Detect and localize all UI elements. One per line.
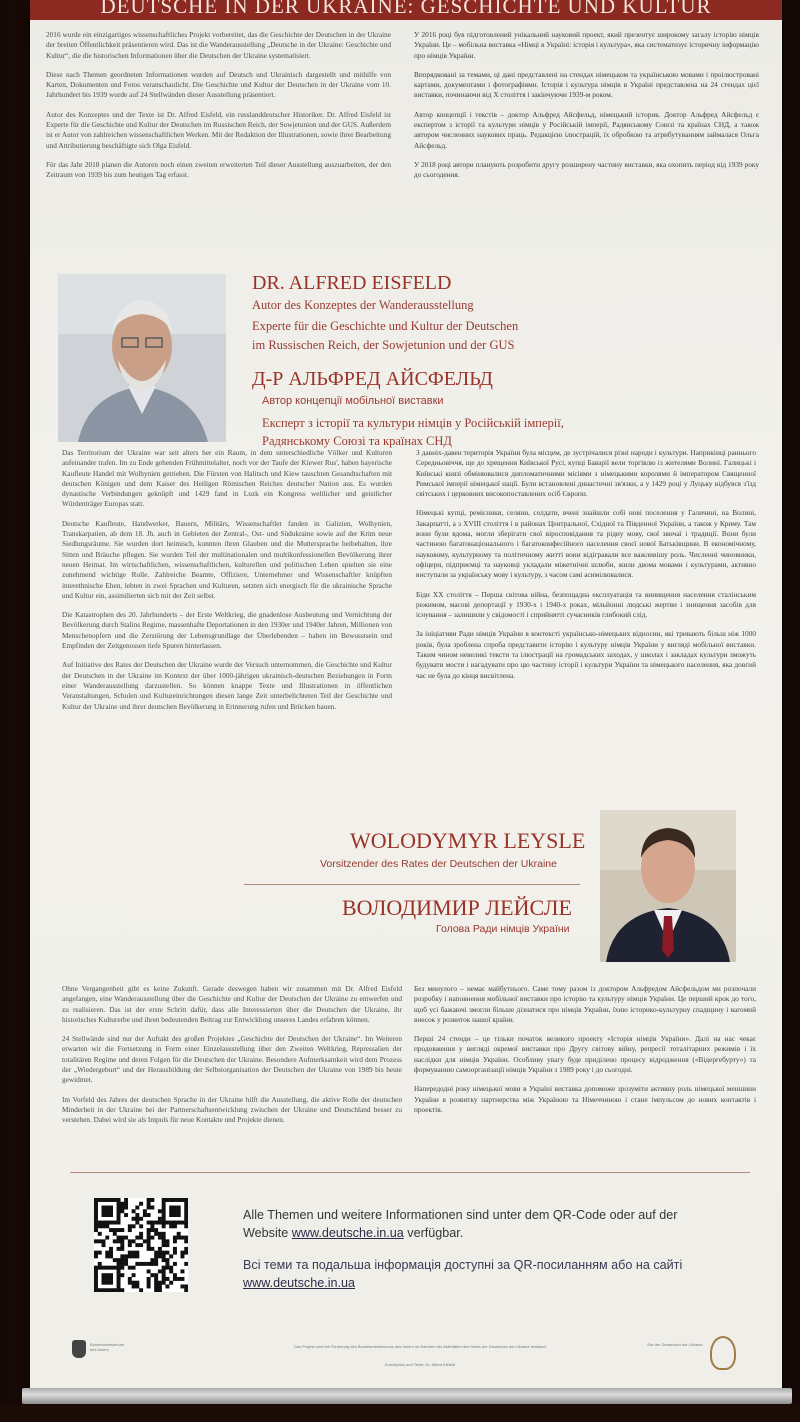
footer	[30, 1318, 782, 1390]
leysle-portrait	[600, 810, 736, 962]
exhibition-banner	[30, 0, 782, 1390]
paragraph: Ohne Vergangenheit gibt es keine Zukunft. Gerade deswegen haben wir zusammen mit Dr. Alfred Eisfeld angefangen, eine Wanderausstellung über die Geschichte und Kultur der Deutschen der Ukraine zu entwerfen und zu realisieren. Das ist der erste Schritt dafür, dass alle Interessierten über die Deutschen der Ukraine, ihr historisches Kulturerbe und ihren bedeutenden Beitrag zur Entwicklung unseres Landes erfahren können.	[62, 984, 402, 1024]
author-role-de-3: im Russischen Reich, der Sowjetunion und der GUS	[252, 338, 515, 352]
history-german	[62, 448, 392, 721]
paragraph: 24 Stellwände sind nur der Auftakt des großen Projektes „Geschichte der Deutschen der Ukraine“. Im Weiteren erwarten wir die Fortsetzung in Form einer Einzelausstellung über den Zweiten Weltkrieg, Repressalien der totalitären Regime und deren Folgen für die Deutschen der Ukraine. Besondere Aufmerksamkeit wird dem Prozess der „Wiedergeburt“ und der Herausbildung der Selbstorganisation der Deutschen der Ukraine von 1989 bis heute gewidmet.	[62, 1034, 402, 1085]
chairman-name-ua: ВОЛОДИМИР ЛЕЙСЛЕ	[342, 895, 572, 920]
section-divider	[70, 1172, 750, 1173]
paragraph: Deutsche Kaufleute, Handwerker, Bauern, Militärs, Wissenschaftler fanden in Galizien, Wolhynien, Transkarpatien, ab dem 18. Jh. auch in Gebieten der Zentral-, Ost- und Südukraine sowie auf der Krim neue Siedlungsräume. Sie wurden dort heimisch, konnten ihren Glauben und die Muttersprache beibehalten, ihre Sitten und Bräuche pflegen. Sie wurden Teil der multinationalen und multikonfessionellen Bevölkerung ihrer neuen Heimat. Im wirtschaftlichen, wissenschaftlichen, kulturellen und politischen Leben spielten sie eine zunehmend wichtige Rolle. Zahlreiche Beamte, Offiziere, Unternehmer und Wissenschaftler knüpften interethnische Ehen, lebten in zwei Sprachen und Kulturen, setzten sich energisch für die ukrainische Sprache und Kultur ein, assimilierten sich mit der Zeit selbst.	[62, 518, 392, 600]
paragraph: Біди XX століття – Перша світова війна, безпощадна експлуатація та винищення населення сталінським режимом, масові депортації у 1930-х і 1940-х роках, мільйонні людські жертви і знищення засобів для існування – залишили у свідомості і сприйнятті сучасників глибокий слід.	[416, 589, 756, 620]
paragraph: Без минулого – немає майбутнього. Саме тому разом із доктором Альфредом Айсфельдом ми розпочали розробку і наповнення мобільної виставки про історію та культуру німців України. Це перший крок до того, щоб усі бажаючі змогли більше дізнатися про німців України, їхню історико-культурну спадщину і вагомий внесок у розвиток нашої країни.	[414, 984, 756, 1024]
paragraph: За ініціативи Ради німців України в контексті українсько-німецьких відносин, які тривають більш ніж 1000 років, була зроблена спроба представити історію і культуру німців України у вигляді мобільної виставки. Таким чином невеликі тексти та ілюстрації на громадських заходах, у школах і закладах культури зможуть будувати мости і нагадувати про цю частину історії і культури України та німецького населення, яка довгий час не була до кінця висвітлена.	[416, 629, 756, 680]
footer-logo-right: Rat der Deutschen der Ukraine	[647, 1342, 703, 1347]
author-role-ua-3: Радянському Союзі та країнах СНД	[262, 434, 452, 448]
website-link-ua[interactable]: www.deutsche.in.ua	[243, 1276, 356, 1290]
author-role-ua-1: Автор концепції мобільної виставки	[262, 395, 444, 407]
paragraph: У 2018 році автори планують розробити другу розширену частину виставки, яка охопить період від 1939 року до сьогодення.	[414, 159, 759, 180]
floor	[0, 1404, 800, 1422]
paragraph: Diese nach Themen geordneten Informationen wurden auf Deutsch und Ukrainisch dargestellt und mithilfe von Karten, Dokumenten und Fotos veranschaulicht. Die Geschichte und Kultur der Deutschen in der Ukraine vom 10. Jahrhundert bis 1939 wurde auf 24 Stellwänden dieser Ausstellung präsentiert.	[46, 69, 391, 100]
paragraph: Autor des Konzeptes und der Texte ist Dr. Alfred Eisfeld, ein russlanddeutscher Historiker. Dr. Alfred Eisfeld ist Experte für die Geschichte und Kultur der Deutschen im Russischen Reich, der Sowjetunion und der GUS. Außerdem ist er Autor von zahlreichen wissenschaftlichen Werken. Mit der Redaktion der Illustrationen, sowie ihrer Bearbeitung und Attributierung beschäftigte sich Olga Eisfeld.	[46, 109, 391, 150]
paragraph: Напередодні року німецької мови в Україні виставка допоможе зрозуміти активну роль німецької меншини України в розвитку партнерства між Україною та Німеччиною і стане імпульсом до нових контактів і проектів.	[414, 1084, 756, 1114]
website-info-ua	[243, 1256, 713, 1292]
chairman-divider	[244, 884, 580, 885]
website-text-de: Alle Themen und weitere Informationen sind unter dem QR-Code oder auf der Website	[243, 1208, 678, 1240]
website-link-de[interactable]: www.deutsche.in.ua	[291, 1226, 404, 1240]
paragraph: Die Katastrophen des 20. Jahrhunderts – der Erste Weltkrieg, die gnadenlose Ausbeutung und Vernichtung der Bevölkerung durch Stalins Regime, massenhafte Deportationen in den 1930er und 1940er Jahren, Millionen von Menschenopfern und die Zerstörung der Lebensgrundlage der Überlebenden – haben im Bewusstsein und Empfinden der Zeitgenossen tiefe Spuren hinterlassen.	[62, 610, 392, 651]
paragraph: Im Vorfeld des Jahres der deutschen Sprache in der Ukraine hilft die Ausstellung, die aktive Rolle der deutschen Minderheit in der Ukraine bei der Partnerschaftsentwicklung zwischen der Ukraine und Deutschland besser zu verstehen. Dabei wird sie als Impuls für neue Kontakte und Projekte dienen.	[62, 1094, 402, 1125]
paragraph: Впорядковані за темами, ці дані представлені на стендах німецьком та українською мовами і проілюстровані картами, документами і фотографіями. Історія і культура німців в Україні представлена на 24 стендах цієї виставки, починаючи від X століття і закінчуючи 1939-м роком.	[414, 69, 759, 100]
paragraph: З давніх-давен територія України була місцем, де зустрічалися різні народи і культури. Наприкінці раннього Середньовіччя, ще до хрещення Київської Русі, купці Баварії вели торгівлю із жителями Волині. Галицькі і Київські князі обмінювалися дипломатичними місіями з німецькими королями й імператором Священної Римської імперії німецької нації. Були встановлені династичні зв'язки, а у 1429 році у Луцьку відбувся з'їзд світських і церковних високопоставлених осіб Європи.	[416, 448, 756, 499]
website-text-de-after: verfügbar.	[407, 1226, 464, 1240]
author-role-ua-2: Експерт з історії та культури німців у Російській імперії,	[262, 416, 564, 430]
council-emblem-icon	[710, 1336, 736, 1370]
intro-german	[46, 30, 391, 190]
closing-german	[62, 984, 402, 1135]
rollup-stand-base	[22, 1388, 792, 1404]
closing-ukrainian	[414, 984, 756, 1124]
author-role-de-1: Autor des Konzeptes der Wanderausstellung	[252, 298, 474, 312]
website-info	[243, 1206, 713, 1292]
paragraph: У 2016 році був підготовлений унікальний науковий проект, який презентує широкому загалу історію німців України. Це – мобільна виставка «Німці в Україні: історія і культура», яка систематизує історичну інформацію про німців України.	[414, 30, 759, 60]
paragraph: Автор концепції і текстів – доктор Альфред Айсфельд, німецький історик. Доктор Альфред Айсфельд є експертом з історії та культури німців у Російській імперії, Радянському Союзі та країнах СНД, а також автором численних наукових праць. Редакцією ілюстрацій, їх обробкою та атрибутуванням займалася Ольга Айсфельд.	[414, 109, 759, 150]
paragraph: Перші 24 стенди – це тільки початок великого проекту «Історія німців України». Далі на нас чекає продовження у вигляді окремої виставки про Другу світову війну, репресії тоталітарних режимів і їх наслідки для німців України. Особливу увагу буде приділено процесу відродження («Відергебурту») та формуванню самоорганізації німців України з 1989 року і до сьогодні.	[414, 1034, 756, 1075]
eisfeld-portrait	[58, 274, 226, 442]
history-ukrainian	[416, 448, 756, 690]
chairman-role-ua: Голова Ради німців України	[436, 923, 570, 935]
eagle-icon	[72, 1340, 86, 1358]
author-name-de: DR. ALFRED EISFELD	[252, 272, 452, 294]
paragraph: Німецькі купці, ремісники, селяни, солдати, вчені знайшли собі нові поселення у Галичині, на Волині, Закарпатті, а з XVIII століття і в районах Центральної, Східної та Південної України, а також у Криму. Там вони були вдома, могли зберігати свої віросповідання та рідну мову, свої звичаї і традиції. Вони були частиною багатонаціонального і багатоконфесійного населення своєї нової Батьківщини. В економічному, науковому, культурному та політичному житті вони відігравали все важливішу роль. Численні чиновники, офіцери, підприємці та науковці укладали міжетнічні шлюби, жили двома мовами і культурами, активно виступали за українську мову і культуру, з часом самі асимілювалися.	[416, 508, 756, 580]
paragraph: Das Territorium der Ukraine war seit alters her ein Raum, in dem unterschiedliche Völker und Kulturen aufeinander trafen. Im zu Ende gehenden Frühmittelalter, noch vor der Taufe der Kiewer Rus', haben bayerische Kaufleute Handel mit Wolhynien getrieben. Die Fürsten von Halitsch und Kiew tauschten Gesandtschaften mit deutschen Königen und dem Kaiser des Heiligen Römischen Reiches deutscher Nation aus. Es wurden dynastische Verbindungen geknüpft und 1429 fand in Luzk ein Kongress weltlicher und geistlicher Würdenträger Europas statt.	[62, 448, 392, 509]
author-name-ua: Д-Р АЛЬФРЕД АЙСФЕЛЬД	[252, 368, 493, 390]
paragraph: Auf Initiative des Rates der Deutschen der Ukraine wurde der Versuch unternommen, die Geschichte und Kultur der Deutschen in der Ukraine im Kontext der über 1000-jährigen ukrainisch-deutschen Beziehungen in Form einer Wanderausstellung darzustellen. So können knappe Texte und Illustrationen in öffentlichen Veranstaltungen, Schulen und Kultureinrichtungen diesen lange Zeit unterbelichteten Teil der Geschichte und Kultur der Ukraine und ihrer deutschen Bevölkerung in Erinnerung rufen und Brücken bauen.	[62, 660, 392, 711]
footer-center-line-1: Das Projekt wird mit Förderung des Bundesministeriums des Innern im Rahmen der Aktivitäten des Rates der Deutschen der Ukraine realisiert	[294, 1344, 546, 1349]
footer-center-line-2: Konzeption und Texte: Dr. Alfred Eisfeld	[384, 1362, 456, 1367]
qr-code[interactable]	[94, 1198, 188, 1292]
website-text-ua: Всі теми та подальша інформація доступні за QR-посиланням або на сайті	[243, 1258, 683, 1272]
chairman-name-de: WOLODYMYR LEYSLE	[350, 828, 586, 853]
website-info-de	[243, 1206, 713, 1242]
author-role-de-2: Experte für die Geschichte und Kultur der Deutschen	[252, 319, 519, 333]
banner-title: DEUTSCHE IN DER UKRAINE: GESCHICHTE UND KULTUR	[100, 0, 712, 18]
intro-ukrainian	[414, 30, 759, 190]
paragraph: Für das Jahr 2018 planen die Autoren noch einen zweiten erweiterten Teil dieser Ausstellung auszuarbeiten, der den Zeitraum von 1939 bis zum heutigen Tag erfasst.	[46, 159, 391, 180]
chairman-role-de: Vorsitzender des Rates der Deutschen der Ukraine	[320, 858, 557, 870]
footer-logo-left: Bundesministerium des Innern	[90, 1342, 125, 1352]
paragraph: 2016 wurde ein einzigartiges wissenschaftliches Projekt vorbereitet, das die Geschichte der Deutschen in der Ukraine der breiten Öffentlichkeit präsentieren wird. Das ist die Wanderausstellung „Deutsche in der Ukraine: Geschichte und Kultur“, die die historischen Informationen über die Deutschen der Ukraine systematisiert.	[46, 30, 391, 60]
